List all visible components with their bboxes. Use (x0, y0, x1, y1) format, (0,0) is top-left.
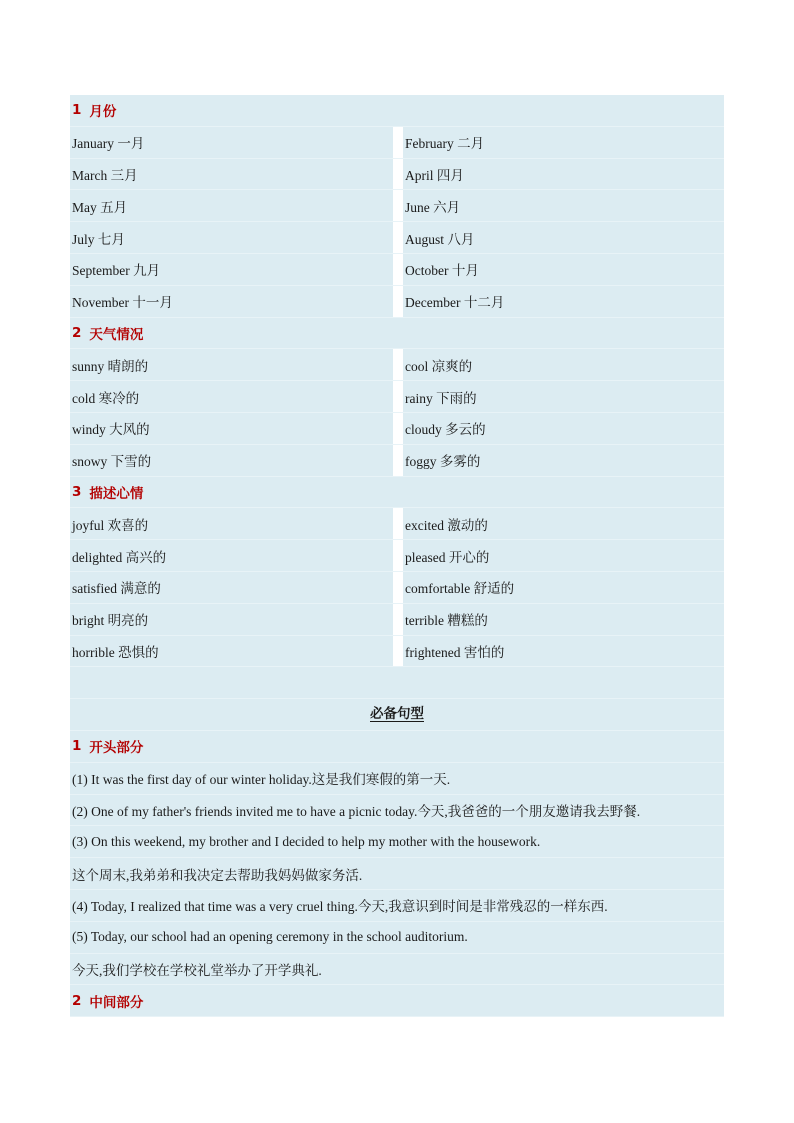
word-left: bright 明亮的 (72, 613, 149, 629)
word-right: terrible 糟糕的 (405, 613, 488, 629)
list-item (70, 349, 724, 381)
word-right: excited 激动的 (405, 517, 488, 533)
word-left: satisfied 满意的 (72, 581, 161, 597)
list-item (70, 636, 724, 668)
sentence-line: 今天,我们学校在学校礼堂举办了开学典礼. (70, 954, 724, 986)
word-right: rainy 下雨的 (405, 390, 477, 406)
page-title: 必备句型 (370, 705, 424, 722)
sentence-line: (5) Today, our school had an opening ceremony in the school auditorium. (70, 922, 724, 954)
word-right: comfortable 舒适的 (405, 581, 515, 597)
list-item (70, 540, 724, 572)
word-right: August 八月 (405, 231, 475, 247)
word-right: October 十月 (405, 263, 479, 279)
word-left: January 一月 (72, 136, 145, 152)
list-item (70, 286, 724, 318)
word-right: frightened 害怕的 (405, 644, 505, 660)
sentence-line: (3) On this weekend, my brother and I decided to help my mother with the housework. (70, 826, 724, 858)
word-left: November 十一月 (72, 295, 173, 311)
section-heading-weather: 2 天气情况 (70, 318, 724, 350)
word-left: joyful 欢喜的 (72, 517, 149, 533)
list-item (70, 381, 724, 413)
word-left: July 七月 (72, 231, 125, 247)
section-heading-middle: 2 中间部分 (70, 985, 724, 1017)
list-item (70, 604, 724, 636)
word-left: sunny 晴朗的 (72, 358, 149, 374)
sentence-line: (4) Today, I realized that time was a very cruel thing.今天,我意识到时间是非常残忍的一样东西. (70, 890, 724, 922)
list-item (70, 222, 724, 254)
sentence-line: (2) One of my father's friends invited me to have a picnic today.今天,我爸爸的一个朋友邀请我去野餐. (70, 795, 724, 827)
word-left: horrible 恐惧的 (72, 644, 159, 660)
list-item (70, 254, 724, 286)
section-heading-moods: 3 描述心情 (70, 477, 724, 509)
list-item (70, 508, 724, 540)
word-left: snowy 下雪的 (72, 454, 152, 470)
word-right: foggy 多雾的 (405, 454, 481, 470)
list-item (70, 445, 724, 477)
spacer-row (70, 667, 724, 699)
vocabulary-sheet (70, 95, 724, 1017)
list-item (70, 159, 724, 191)
list-item (70, 127, 724, 159)
sentence-line: (1) It was the first day of our winter holiday.这是我们寒假的第一天. (70, 763, 724, 795)
word-right: April 四月 (405, 167, 464, 183)
word-right: pleased 开心的 (405, 549, 490, 565)
list-item (70, 572, 724, 604)
word-left: cold 寒冷的 (72, 390, 140, 406)
word-right: cloudy 多云的 (405, 422, 486, 438)
word-right: February 二月 (405, 136, 485, 152)
word-left: September 九月 (72, 263, 161, 279)
list-item (70, 190, 724, 222)
word-left: March 三月 (72, 167, 138, 183)
section-heading-opening: 1 开头部分 (70, 731, 724, 763)
word-right: June 六月 (405, 199, 461, 215)
word-left: May 五月 (72, 199, 128, 215)
patterns-title-row (70, 699, 724, 731)
sentence-line: 这个周末,我弟弟和我决定去帮助我妈妈做家务活. (70, 858, 724, 890)
word-right: December 十二月 (405, 295, 505, 311)
word-left: windy 大风的 (72, 422, 150, 438)
section-heading-months: 1 月份 (70, 95, 724, 127)
list-item (70, 413, 724, 445)
word-left: delighted 高兴的 (72, 549, 167, 565)
word-right: cool 凉爽的 (405, 358, 473, 374)
